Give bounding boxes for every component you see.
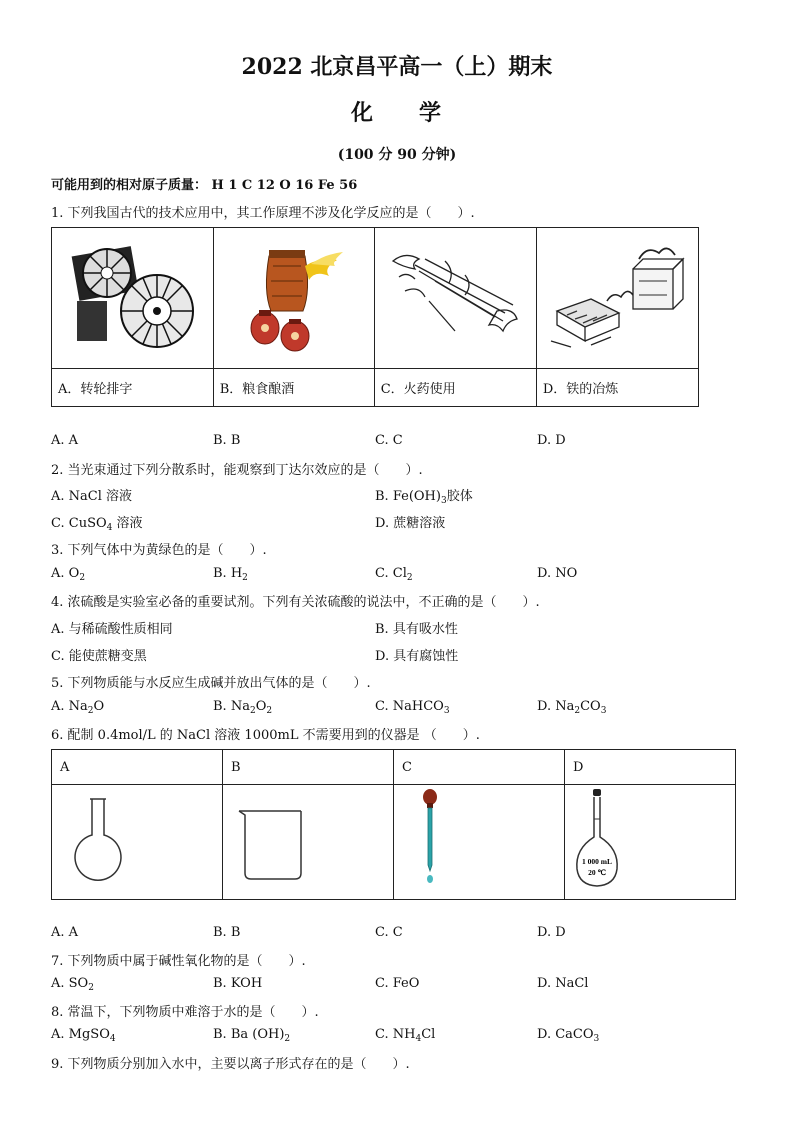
- q3-option-d[interactable]: D. NO: [537, 566, 578, 581]
- q5-option-a[interactable]: A. $Na_2O$: [51, 699, 105, 716]
- subject-char-1: 化: [350, 100, 375, 126]
- question-9-stem: 9. 下列物质分别加入水中，主要以离子形式存在的是（ ）.: [51, 1057, 410, 1072]
- q7-option-b[interactable]: B. KOH: [213, 976, 263, 991]
- question-5-stem: 5. 下列物质能与水反应生成碱并放出气体的是（ ）.: [51, 676, 371, 691]
- q6-header-d: D: [565, 750, 736, 785]
- image-iron-smelting: [536, 228, 698, 369]
- q1-option-a[interactable]: A. A: [51, 433, 79, 448]
- caption-b: B．粮食酿酒: [213, 369, 374, 407]
- q3-option-a[interactable]: A. $O_2$: [51, 566, 86, 583]
- image-printing-wheel: [52, 228, 214, 369]
- question-1-image-table: [51, 227, 699, 407]
- q3-option-b[interactable]: B. $H_2$: [213, 566, 248, 583]
- q1-option-b[interactable]: B. B: [213, 433, 241, 448]
- q1-option-c[interactable]: C. C: [375, 433, 403, 448]
- q1-option-d[interactable]: D. D: [537, 433, 566, 448]
- q2-option-d[interactable]: D. 蔗糖溶液: [375, 516, 446, 531]
- volumetric-flask-image: [565, 785, 736, 900]
- page-title: 2022 北京昌平高一（上）期末: [241, 54, 553, 80]
- q7-option-d[interactable]: D. NaCl: [537, 976, 589, 991]
- beaker-image: [223, 785, 394, 900]
- q6-option-a[interactable]: A. A: [51, 925, 79, 940]
- question-7-stem: 7. 下列物质中属于碱性氧化物的是（ ）.: [51, 954, 306, 969]
- question-8-stem: 8. 常温下，下列物质中难溶于水的是（ ）.: [51, 1005, 319, 1020]
- q4-option-a[interactable]: A. 与稀硫酸性质相同: [51, 622, 173, 637]
- flask-capacity-label: 1 000 mL: [582, 857, 612, 866]
- q6-header-a: A: [52, 750, 223, 785]
- question-6-image-table: [51, 749, 736, 900]
- q2-option-b[interactable]: B. $Fe(OH)_3$胶体: [375, 489, 473, 506]
- q8-option-c[interactable]: C. $NH_4Cl$: [375, 1027, 436, 1044]
- subject-char-2: 学: [419, 100, 444, 126]
- q5-option-c[interactable]: C. NaHCO$_3$: [375, 699, 450, 716]
- round-bottom-flask-image: [52, 785, 223, 900]
- q8-option-d[interactable]: D. CaCO$_3$: [537, 1027, 600, 1044]
- question-4-stem: 4. 浓硫酸是实验室必备的重要试剂。下列有关浓硫酸的说法中，不正确的是（ ）.: [51, 595, 540, 610]
- image-wine-brewing: [213, 228, 374, 369]
- q4-option-d[interactable]: D. 具有腐蚀性: [375, 649, 459, 664]
- dropper-image: [394, 785, 565, 900]
- flask-temperature-label: 20 ℃: [588, 868, 606, 877]
- question-2-stem: 2. 当光束通过下列分散系时，能观察到丁达尔效应的是（ ）.: [51, 463, 423, 478]
- q5-option-b[interactable]: B. $Na_2O_2$: [213, 699, 273, 716]
- q7-option-c[interactable]: C. FeO: [375, 976, 420, 991]
- q6-header-b: B: [223, 750, 394, 785]
- caption-c: C．火药使用: [374, 369, 536, 407]
- question-1-stem: 1. 下列我国古代的技术应用中，其工作原理不涉及化学反应的是（ ）.: [51, 206, 475, 221]
- q6-header-c: C: [394, 750, 565, 785]
- caption-d: D．铁的冶炼: [536, 369, 698, 407]
- q6-option-c[interactable]: C. C: [375, 925, 403, 940]
- q5-option-d[interactable]: D. $Na_2CO_3$: [537, 699, 607, 716]
- exam-meta: (100 分 90 分钟): [337, 147, 457, 163]
- q2-option-a[interactable]: A. NaCl 溶液: [51, 489, 133, 504]
- q6-option-d[interactable]: D. D: [537, 925, 566, 940]
- image-gunpowder-rocket: [374, 228, 536, 369]
- question-3-stem: 3. 下列气体中为黄绿色的是（ ）.: [51, 543, 267, 558]
- q8-option-a[interactable]: A. MgSO$_4$: [51, 1027, 116, 1044]
- q7-option-a[interactable]: A. $SO_2$: [51, 976, 94, 993]
- q8-option-b[interactable]: B. Ba $(OH)_2$: [213, 1027, 291, 1044]
- q4-option-b[interactable]: B. 具有吸水性: [375, 622, 458, 637]
- subject-title: [0, 96, 794, 127]
- question-6-stem: 6. 配制 0.4mol/L 的 NaCl 溶液 1000mL 不需要用到的仪器是 （ ）.: [51, 728, 480, 743]
- q2-option-c[interactable]: C. CuSO$_4$ 溶液: [51, 516, 143, 533]
- q6-option-b[interactable]: B. B: [213, 925, 241, 940]
- atomic-mass-note: 可能用到的相对原子质量： H 1 C 12 O 16 Fe 56: [51, 178, 358, 193]
- caption-a: A．转轮排字: [52, 369, 214, 407]
- q4-option-c[interactable]: C. 能使蔗糖变黑: [51, 649, 147, 664]
- q3-option-c[interactable]: C. $Cl_2$: [375, 566, 413, 583]
